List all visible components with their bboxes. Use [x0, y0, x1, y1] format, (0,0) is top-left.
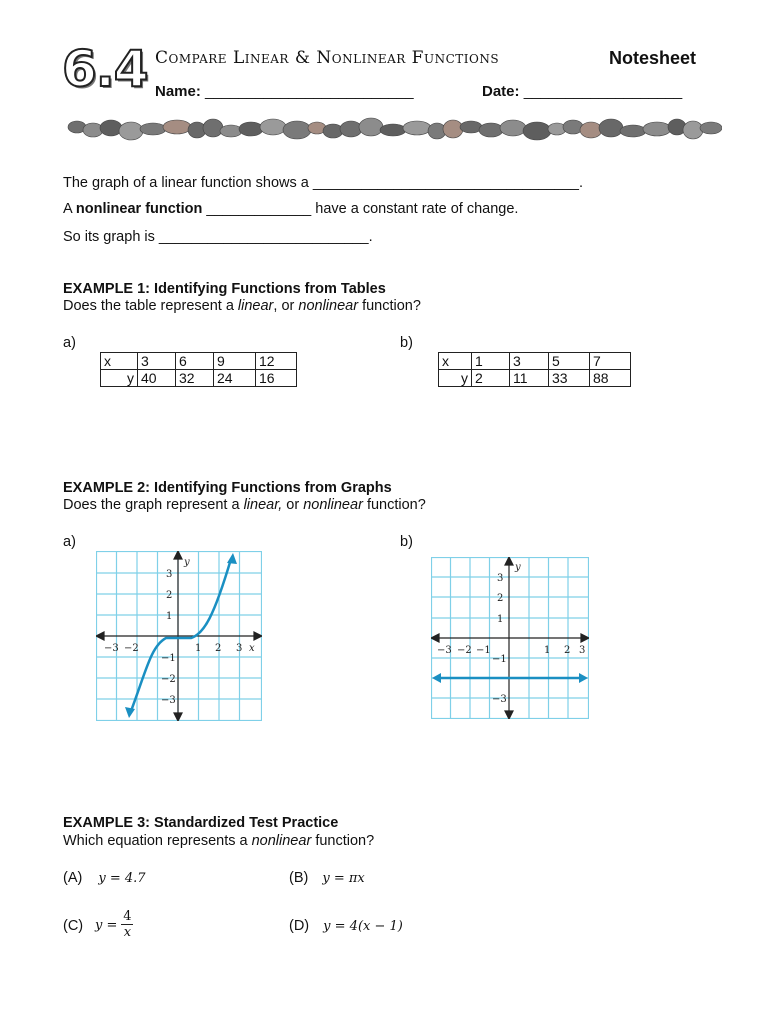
stone-shape: [443, 120, 463, 138]
example1-prompt: Does the table represent a linear, or nonlinear function?: [63, 298, 421, 314]
intro-line-1: The graph of a linear function shows a _________________________________.: [63, 175, 584, 191]
table-cell: 7: [590, 353, 631, 370]
intro-blank-1: _________________________________.: [312, 175, 584, 191]
tick-label: 3: [497, 573, 504, 584]
tick-label: 1: [195, 643, 202, 654]
tick-label: −3: [104, 643, 119, 654]
y-axis-arrow-up-icon: [505, 557, 513, 565]
option-c[interactable]: (C): [63, 918, 84, 934]
table-cell: 33: [549, 370, 590, 387]
stone-shape: [220, 125, 242, 137]
stone-shape: [643, 122, 671, 136]
stone-shape: [683, 121, 703, 139]
stone-shape: [83, 123, 103, 137]
x-axis-arrow-right-icon: [254, 632, 262, 640]
x-axis-arrow-right-icon: [581, 634, 589, 642]
line-arrow-left-icon: [432, 673, 441, 683]
table-cell: 3: [510, 353, 549, 370]
example2-label-a: a): [63, 534, 76, 550]
table-a: [100, 352, 297, 387]
stone-shape: [403, 121, 431, 135]
tick-label: 1: [544, 645, 551, 656]
example1-label-b: b): [400, 335, 413, 351]
intro-line-2: A nonlinear function _____________ have a constant rate of change.: [63, 201, 519, 217]
table-cell: 1: [472, 353, 510, 370]
table-cell: x: [439, 353, 472, 370]
tick-label: −1: [476, 645, 491, 656]
intro-blank-3: __________________________.: [158, 229, 373, 245]
stone-shape: [700, 122, 722, 134]
tick-label: 3: [579, 645, 586, 656]
option-a-expr: y = 4.7: [98, 871, 146, 886]
option-a[interactable]: (A) y = 4.7: [63, 870, 146, 886]
stone-shape: [359, 118, 383, 136]
stone-shape: [580, 122, 602, 138]
tick-label: −3: [437, 645, 452, 656]
example2-label-b: b): [400, 534, 413, 550]
x-axis-arrow-left-icon: [431, 634, 439, 642]
line-arrow-right-icon: [579, 673, 588, 683]
table-cell: y: [439, 370, 472, 387]
tick-label: −1: [492, 654, 507, 665]
table-cell: 5: [549, 353, 590, 370]
tick-label: −3: [492, 694, 507, 705]
x-axis-arrow-left-icon: [96, 632, 104, 640]
name-blank: _________________________: [205, 83, 414, 100]
table-cell: 2: [472, 370, 510, 387]
table-cell: y: [101, 370, 138, 387]
table-cell: 40: [138, 370, 176, 387]
stone-shape: [119, 122, 143, 140]
tick-label: 3: [236, 643, 243, 654]
example1-label-a: a): [63, 335, 76, 351]
notesheet-label: Notesheet: [609, 48, 697, 68]
option-c-expr: y = 4 x: [95, 909, 132, 940]
stone-shape: [523, 122, 551, 140]
table-cell: 12: [256, 353, 297, 370]
option-d-expr: y = 4(x − 1): [323, 919, 403, 934]
graph-b: [431, 557, 589, 719]
stone-shape: [239, 122, 263, 136]
stone-shape: [260, 119, 286, 135]
tick-label: −1: [161, 653, 176, 664]
table-cell: 88: [590, 370, 631, 387]
stone-shape: [620, 125, 646, 137]
tick-label: −3: [161, 695, 176, 706]
stone-shape: [460, 121, 482, 133]
tick-label: 1: [166, 611, 173, 622]
axis-y-label: y: [184, 557, 190, 568]
tick-label: −2: [124, 643, 139, 654]
name-label: Name:: [155, 83, 201, 100]
table-row: [101, 370, 297, 387]
example1-heading: EXAMPLE 1: Identifying Functions from Tables: [63, 281, 386, 297]
fraction-numerator: 4: [123, 909, 132, 924]
table-cell: 24: [214, 370, 256, 387]
stones-divider: [62, 112, 722, 146]
tick-label: −2: [457, 645, 472, 656]
stone-shape: [100, 120, 122, 136]
date-label: Date:: [482, 83, 520, 100]
table-cell: 3: [138, 353, 176, 370]
stone-shape: [323, 124, 343, 138]
stone-shape: [500, 120, 526, 136]
date-blank: ___________________: [523, 83, 683, 100]
graph-a: [96, 551, 262, 721]
table-row: [101, 353, 297, 370]
tick-label: 3: [166, 569, 173, 580]
stone-shape: [283, 121, 311, 139]
table-cell: 16: [256, 370, 297, 387]
intro-line-3: So its graph is __________________________.: [63, 229, 373, 245]
table-cell: x: [101, 353, 138, 370]
example3-prompt: Which equation represents a nonlinear function?: [63, 833, 375, 849]
stone-shape: [380, 124, 406, 136]
tick-label: 2: [497, 593, 504, 604]
date-field[interactable]: [482, 83, 682, 100]
tick-label: 1: [497, 614, 504, 625]
stone-shape: [203, 119, 223, 137]
name-field[interactable]: [155, 83, 414, 100]
table-row: [439, 353, 631, 370]
stone-shape: [340, 121, 362, 137]
stone-shape: [599, 119, 623, 137]
axis-x-label: x: [249, 643, 255, 654]
option-d[interactable]: (D) y = 4(x − 1): [289, 918, 403, 934]
table-cell: 9: [214, 353, 256, 370]
tick-label: −2: [161, 674, 176, 685]
table-cell: 6: [176, 353, 214, 370]
intro-blank-2: _____________: [206, 201, 312, 217]
y-axis-arrow-down-icon: [174, 713, 182, 721]
graph-a-curve: [131, 559, 231, 711]
curve-arrow-down-icon: [125, 707, 135, 718]
table-cell: 32: [176, 370, 214, 387]
y-axis-arrow-down-icon: [505, 711, 513, 719]
stone-shape: [140, 123, 166, 135]
option-b-expr: y = πx: [322, 871, 365, 886]
fraction-denominator: x: [123, 925, 132, 940]
tick-label: 2: [215, 643, 222, 654]
table-cell: 11: [510, 370, 549, 387]
example2-heading: EXAMPLE 2: Identifying Functions from Graphs: [63, 480, 392, 496]
tick-label: 2: [166, 590, 173, 601]
lesson-number: 6.4: [62, 40, 148, 98]
y-axis-arrow-up-icon: [174, 551, 182, 559]
stone-shape: [163, 120, 191, 134]
example2-prompt: Does the graph represent a linear, or nonlinear function?: [63, 497, 426, 513]
option-b[interactable]: (B) y = πx: [289, 870, 365, 886]
example3-heading: EXAMPLE 3: Standardized Test Practice: [63, 815, 339, 831]
axis-y-label: y: [515, 562, 521, 573]
table-row: [439, 370, 631, 387]
tick-label: 2: [564, 645, 571, 656]
curve-arrow-up-icon: [227, 553, 237, 564]
stone-shape: [479, 123, 503, 137]
table-b: [438, 352, 631, 387]
page-title: Compare Linear & Nonlinear Functions: [155, 48, 500, 68]
